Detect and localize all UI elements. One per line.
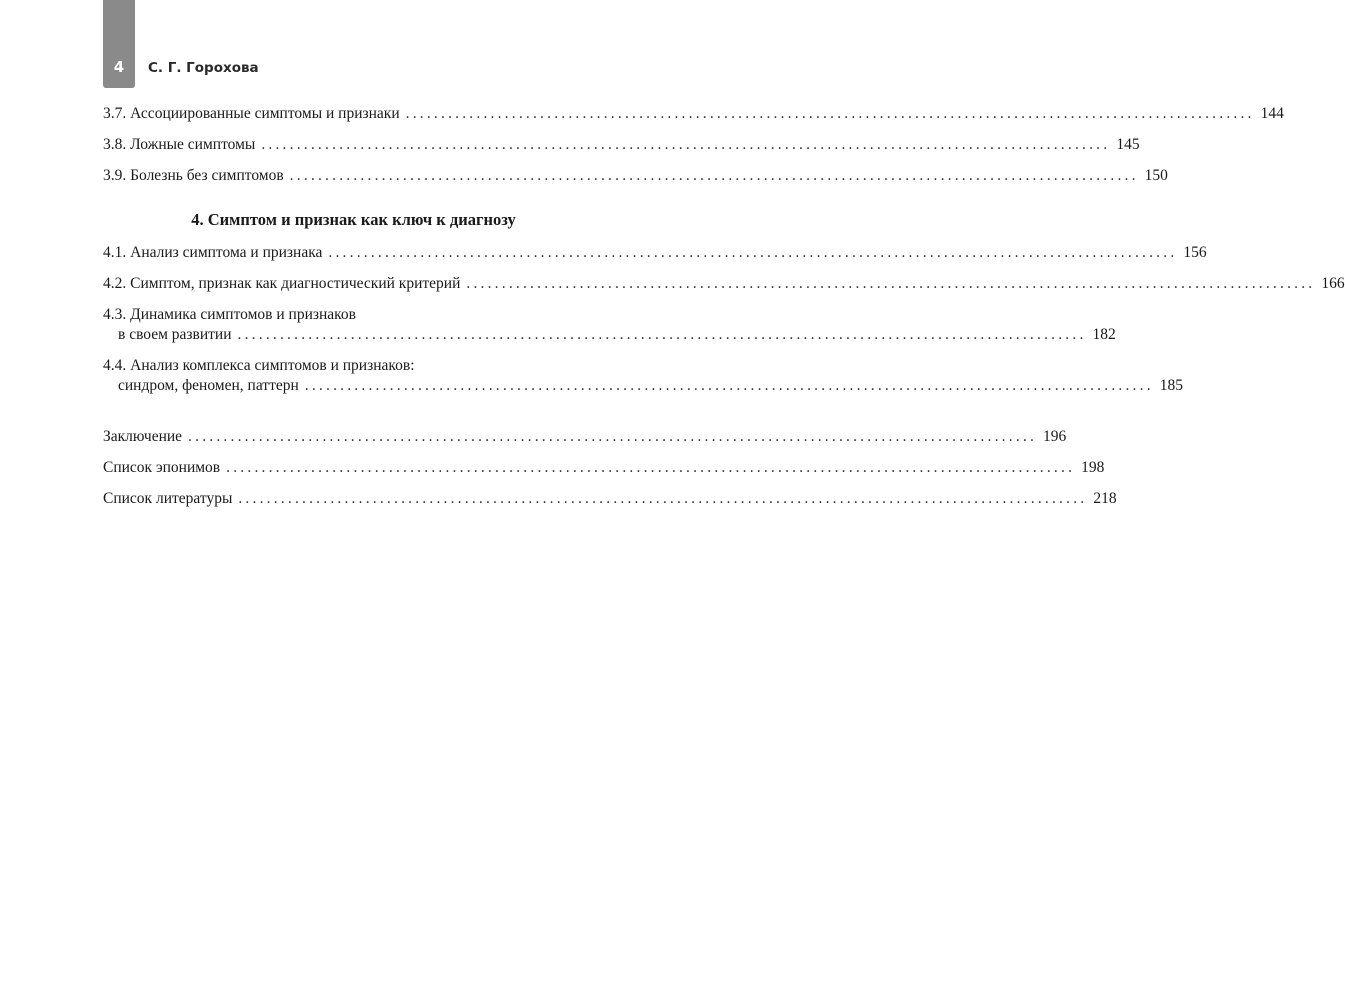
- toc-leader-dots: ........................................................................................................................: [304, 377, 1154, 394]
- toc-entry-title: Заключение: [103, 428, 183, 445]
- toc-entry-title: 3.7. Ассоциированные симптомы и признаки: [103, 105, 400, 122]
- toc-entry-title: 3.8. Ложные симптомы: [103, 136, 256, 153]
- toc-entry-3-9[interactable]: [103, 166, 1168, 197]
- toc-entry-4-4[interactable]: [103, 356, 1184, 396]
- toc-entry-page: 166: [1321, 275, 1345, 292]
- section-spacer: [103, 407, 604, 427]
- running-header-author: С. Г. Горохова: [148, 60, 259, 76]
- page-number: 4: [113, 58, 125, 76]
- toc-entry-title-line1: 4.4. Анализ комплекса симптомов и признаков:: [103, 357, 415, 374]
- toc-entry-title: 3.9. Болезнь без симптомов: [103, 167, 284, 184]
- table-of-contents: [103, 104, 1345, 520]
- toc-entry-page: 196: [1043, 428, 1067, 445]
- toc-leader-dots: ........................................................................................................................: [328, 244, 1178, 261]
- toc-entry-page: 144: [1260, 105, 1284, 122]
- toc-entry-4-1[interactable]: [103, 243, 1207, 274]
- toc-entry-conclusion[interactable]: [103, 427, 1067, 458]
- toc-entry-title-line2: синдром, феномен, паттерн: [118, 377, 299, 394]
- toc-leader-dots: ........................................................................................................................: [237, 326, 1087, 343]
- page-number-tab: [103, 0, 135, 88]
- toc-entry-4-3[interactable]: [103, 305, 1116, 345]
- toc-entry-title: 4.2. Симптом, признак как диагностический критерий: [103, 275, 461, 292]
- toc-entry-3-8[interactable]: [103, 135, 1140, 166]
- toc-entry-eponyms[interactable]: [103, 458, 1105, 489]
- toc-leader-dots: ........................................................................................................................: [238, 490, 1088, 507]
- toc-leader-dots: ........................................................................................................................: [261, 136, 1111, 153]
- toc-entry-references[interactable]: [103, 489, 1117, 520]
- toc-entry-title-line1: 4.3. Динамика симптомов и признаков: [103, 306, 356, 323]
- toc-leader-dots: ........................................................................................................................: [226, 459, 1076, 476]
- toc-leader-dots: ........................................................................................................................: [405, 105, 1255, 122]
- toc-leader-dots: ........................................................................................................................: [289, 167, 1139, 184]
- toc-entry-page: 156: [1183, 244, 1207, 261]
- toc-entry-title: Список литературы: [103, 490, 233, 507]
- toc-entry-3-7[interactable]: [103, 104, 1284, 135]
- toc-entry-page: 198: [1081, 459, 1105, 476]
- toc-leader-dots: ........................................................................................................................: [466, 275, 1316, 292]
- toc-entry-title-line2: в своем развитии: [118, 326, 232, 343]
- toc-entry-page: 185: [1159, 377, 1184, 394]
- toc-leader-dots: ........................................................................................................................: [188, 428, 1038, 445]
- toc-entry-title: 4.1. Анализ симптома и признака: [103, 244, 323, 261]
- toc-entry-page: 145: [1116, 136, 1140, 153]
- toc-entry-title: Список эпонимов: [103, 459, 221, 476]
- toc-entry-4-2[interactable]: [103, 274, 1345, 305]
- chapter-4-heading[interactable]: 4. Симптом и признак как ключ к диагнозу: [191, 210, 516, 229]
- toc-entry-page: 182: [1092, 326, 1116, 343]
- toc-entry-page: 150: [1144, 167, 1168, 184]
- toc-entry-page: 218: [1093, 490, 1117, 507]
